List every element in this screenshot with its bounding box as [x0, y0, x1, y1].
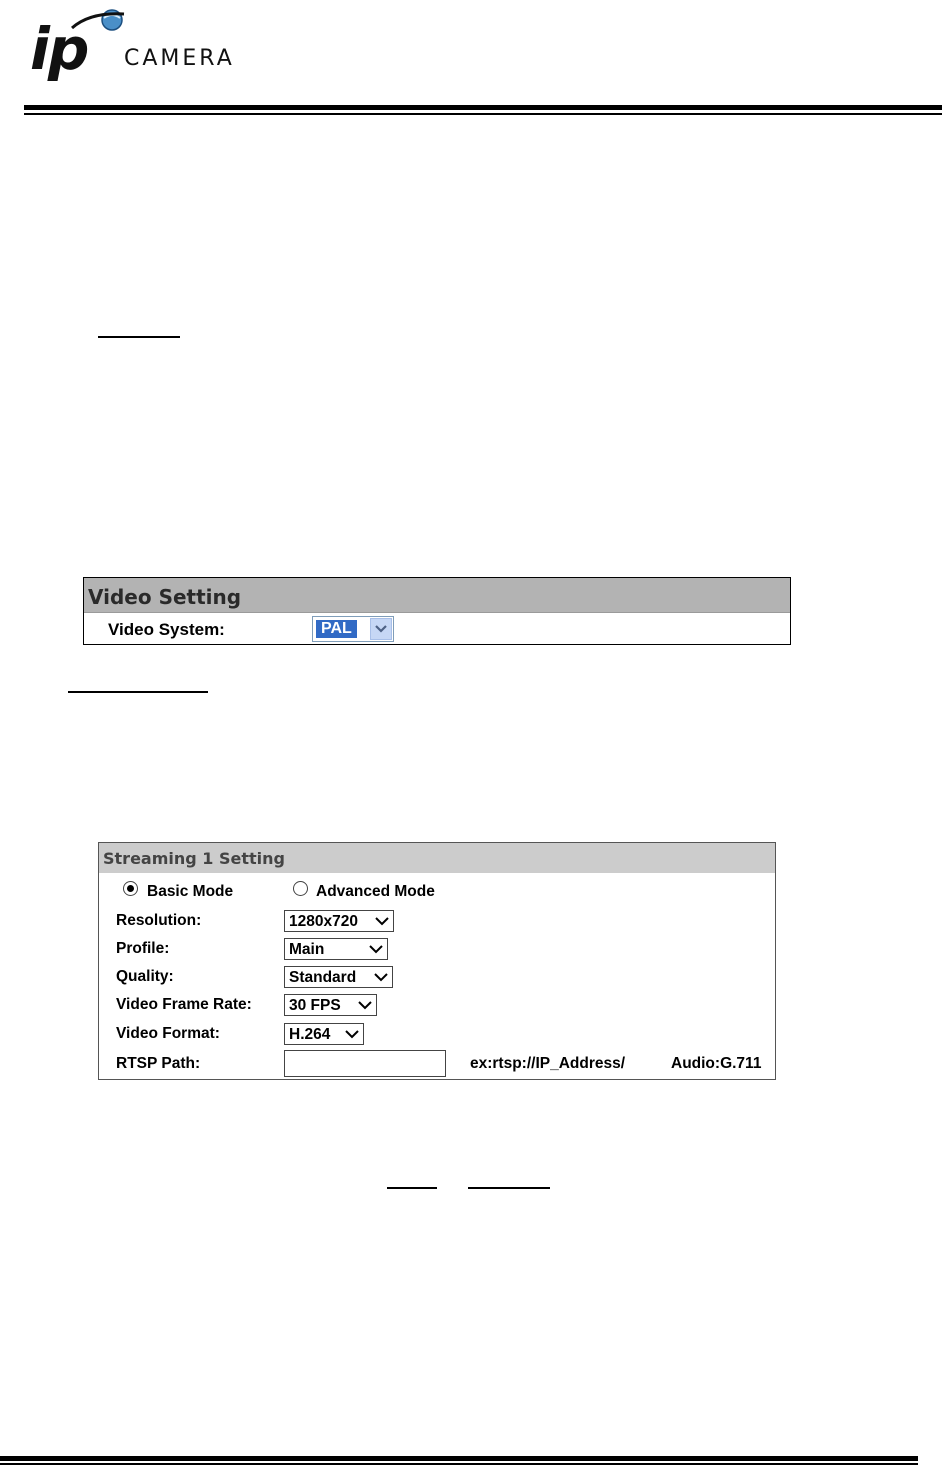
rtsp-path-label: RTSP Path:	[116, 1055, 201, 1072]
quality-select[interactable]	[284, 966, 393, 988]
streaming-setting-header	[99, 843, 775, 873]
chevron-down-icon	[369, 943, 383, 955]
video-frame-rate-select[interactable]	[284, 994, 377, 1016]
quality-label: Quality:	[116, 968, 174, 985]
video-format-select[interactable]	[284, 1023, 364, 1045]
chevron-down-icon	[371, 619, 391, 639]
radio-selected-dot	[127, 885, 134, 892]
profile-select[interactable]	[284, 938, 388, 960]
video-format-value: H.264	[289, 1026, 331, 1043]
rtsp-example-text: ex:rtsp://IP_Address/	[470, 1055, 626, 1072]
video-format-label: Video Format:	[116, 1025, 220, 1042]
video-frame-rate-label: Video Frame Rate:	[116, 996, 252, 1013]
video-setting-title: Video Setting	[88, 585, 242, 609]
video-system-dropdown-button[interactable]	[370, 618, 392, 640]
chevron-down-icon	[358, 999, 372, 1011]
logo-camera-text: CAMERA	[124, 46, 235, 71]
chevron-down-icon	[375, 915, 389, 927]
advanced-mode-label: Advanced Mode	[316, 883, 435, 900]
video-setting-panel	[83, 577, 791, 645]
footer-rule-thick	[0, 1456, 918, 1461]
header-rule-thin	[24, 113, 942, 115]
rtsp-path-input[interactable]	[284, 1050, 446, 1077]
underline-stub	[468, 1187, 550, 1189]
video-system-label: Video System:	[108, 620, 225, 639]
quality-value: Standard	[289, 969, 357, 986]
audio-codec-text: Audio:G.711	[671, 1055, 762, 1072]
resolution-value: 1280x720	[289, 913, 358, 930]
underline-stub	[68, 691, 208, 693]
basic-mode-radio[interactable]	[123, 881, 138, 896]
underline-stub	[387, 1187, 437, 1189]
video-system-select[interactable]	[312, 616, 394, 642]
streaming-setting-title: Streaming 1 Setting	[103, 849, 285, 868]
underline-stub	[98, 336, 180, 338]
logo-ip-text: ip	[30, 15, 88, 83]
header-rule-thick	[24, 105, 942, 110]
resolution-select[interactable]	[284, 910, 394, 932]
video-system-value: PAL	[316, 620, 357, 638]
basic-mode-label: Basic Mode	[147, 883, 234, 900]
chevron-down-icon	[345, 1028, 359, 1040]
profile-value: Main	[289, 941, 325, 958]
footer-rule-thin	[0, 1463, 918, 1465]
streaming-setting-panel	[98, 842, 776, 1080]
profile-label: Profile:	[116, 940, 170, 957]
advanced-mode-radio[interactable]	[293, 881, 308, 896]
video-setting-header	[84, 578, 790, 613]
chevron-down-icon	[374, 971, 388, 983]
resolution-label: Resolution:	[116, 912, 202, 929]
video-frame-rate-value: 30 FPS	[289, 997, 341, 1014]
